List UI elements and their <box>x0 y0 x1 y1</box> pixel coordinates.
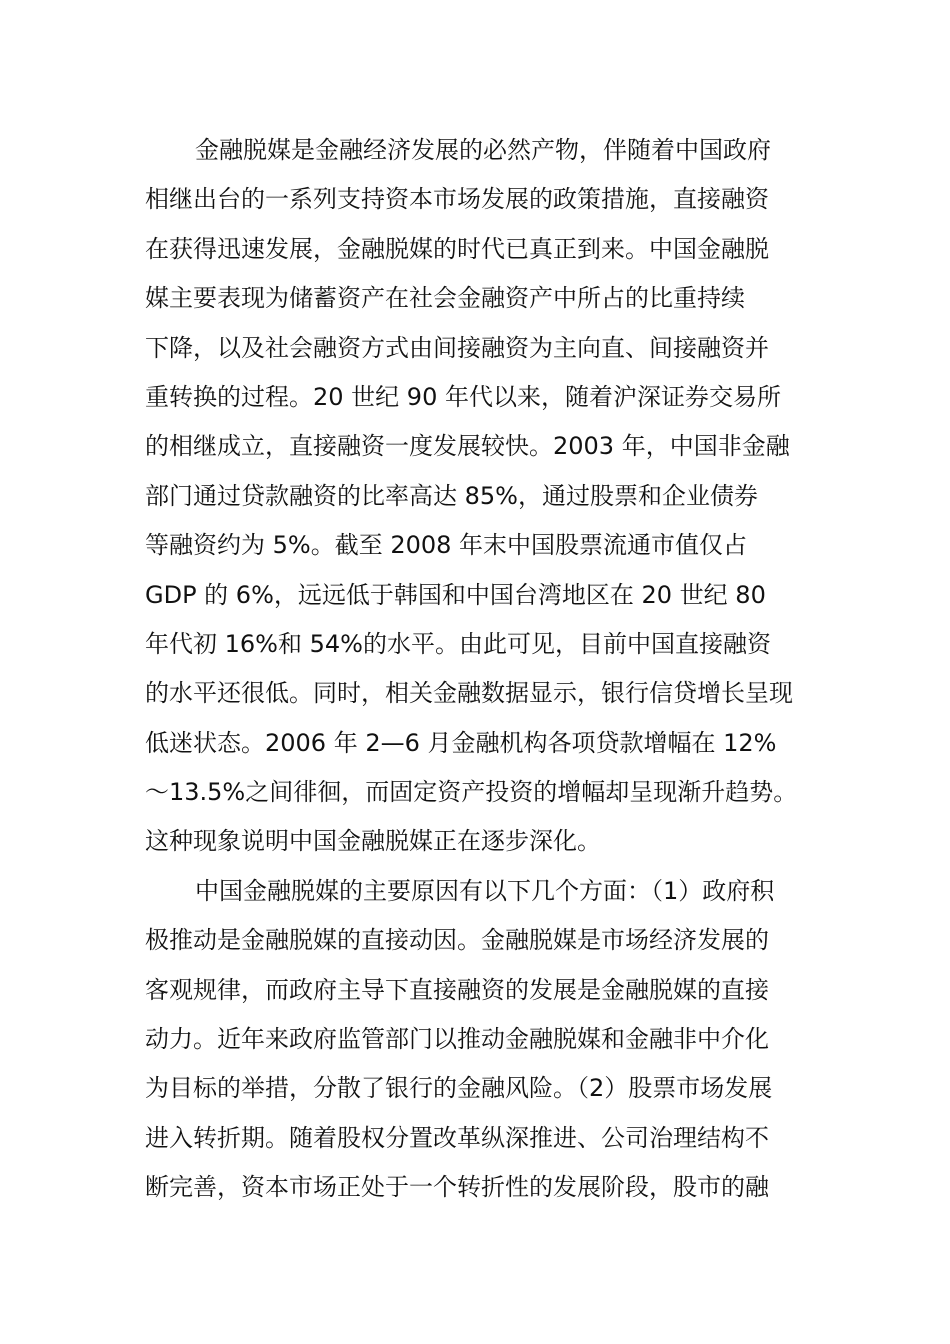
text-line: 为目标的举措，分散了银行的金融风险。（2）股票市场发展 <box>145 1074 773 1103</box>
text-line: 重转换的过程。20 世纪 90 年代以来，随着沪深证券交易所 <box>145 382 781 411</box>
paragraph-2 <box>145 867 825 1213</box>
text-line: 极推动是金融脱媒的直接动因。金融脱媒是市场经济发展的 <box>145 926 769 955</box>
body-text <box>145 126 825 1213</box>
text-line: GDP 的 6%，远远低于韩国和中国台湾地区在 20 世纪 80 <box>145 580 766 609</box>
text-line: 动力。近年来政府监管部门以推动金融脱媒和金融非中介化 <box>145 1025 769 1054</box>
text-line: 金融脱媒是金融经济发展的必然产物，伴随着中国政府 <box>195 136 771 164</box>
text-line: 部门通过贷款融资的比率高达 85%，通过股票和企业债券 <box>145 481 758 510</box>
text-line: 下降，以及社会融资方式由间接融资为主向直、间接融资并 <box>145 333 769 362</box>
text-line: 媒主要表现为储蓄资产在社会金融资产中所占的比重持续 <box>145 284 745 313</box>
text-line: 低迷状态。2006 年 2—6 月金融机构各项贷款增幅在 12% <box>145 728 777 757</box>
text-line: 年代初 16%和 54%的水平。由此可见，目前中国直接融资 <box>145 629 771 658</box>
text-line: 的水平还很低。同时，相关金融数据显示，银行信贷增长呈现 <box>145 679 793 708</box>
text-line: 在获得迅速发展，金融脱媒的时代已真正到来。中国金融脱 <box>145 234 769 263</box>
text-line: 中国金融脱媒的主要原因有以下几个方面：（1）政府积 <box>195 876 775 905</box>
paragraph-1 <box>145 126 825 867</box>
text-line: ～13.5%之间徘徊，而固定资产投资的增幅却呈现渐升趋势。 <box>145 778 798 807</box>
text-line: 相继出台的一系列支持资本市场发展的政策措施，直接融资 <box>145 185 769 214</box>
text-line: 断完善，资本市场正处于一个转折性的发展阶段，股市的融 <box>145 1173 769 1202</box>
text-line: 客观规律，而政府主导下直接融资的发展是金融脱媒的直接 <box>145 975 769 1004</box>
text-line: 这种现象说明中国金融脱媒正在逐步深化。 <box>145 827 601 856</box>
text-line: 进入转折期。随着股权分置改革纵深推进、公司治理结构不 <box>145 1123 769 1152</box>
text-line: 等融资约为 5%。截至 2008 年末中国股票流通市值仅占 <box>145 531 748 560</box>
text-line: 的相继成立，直接融资一度发展较快。2003 年，中国非金融 <box>145 432 790 461</box>
